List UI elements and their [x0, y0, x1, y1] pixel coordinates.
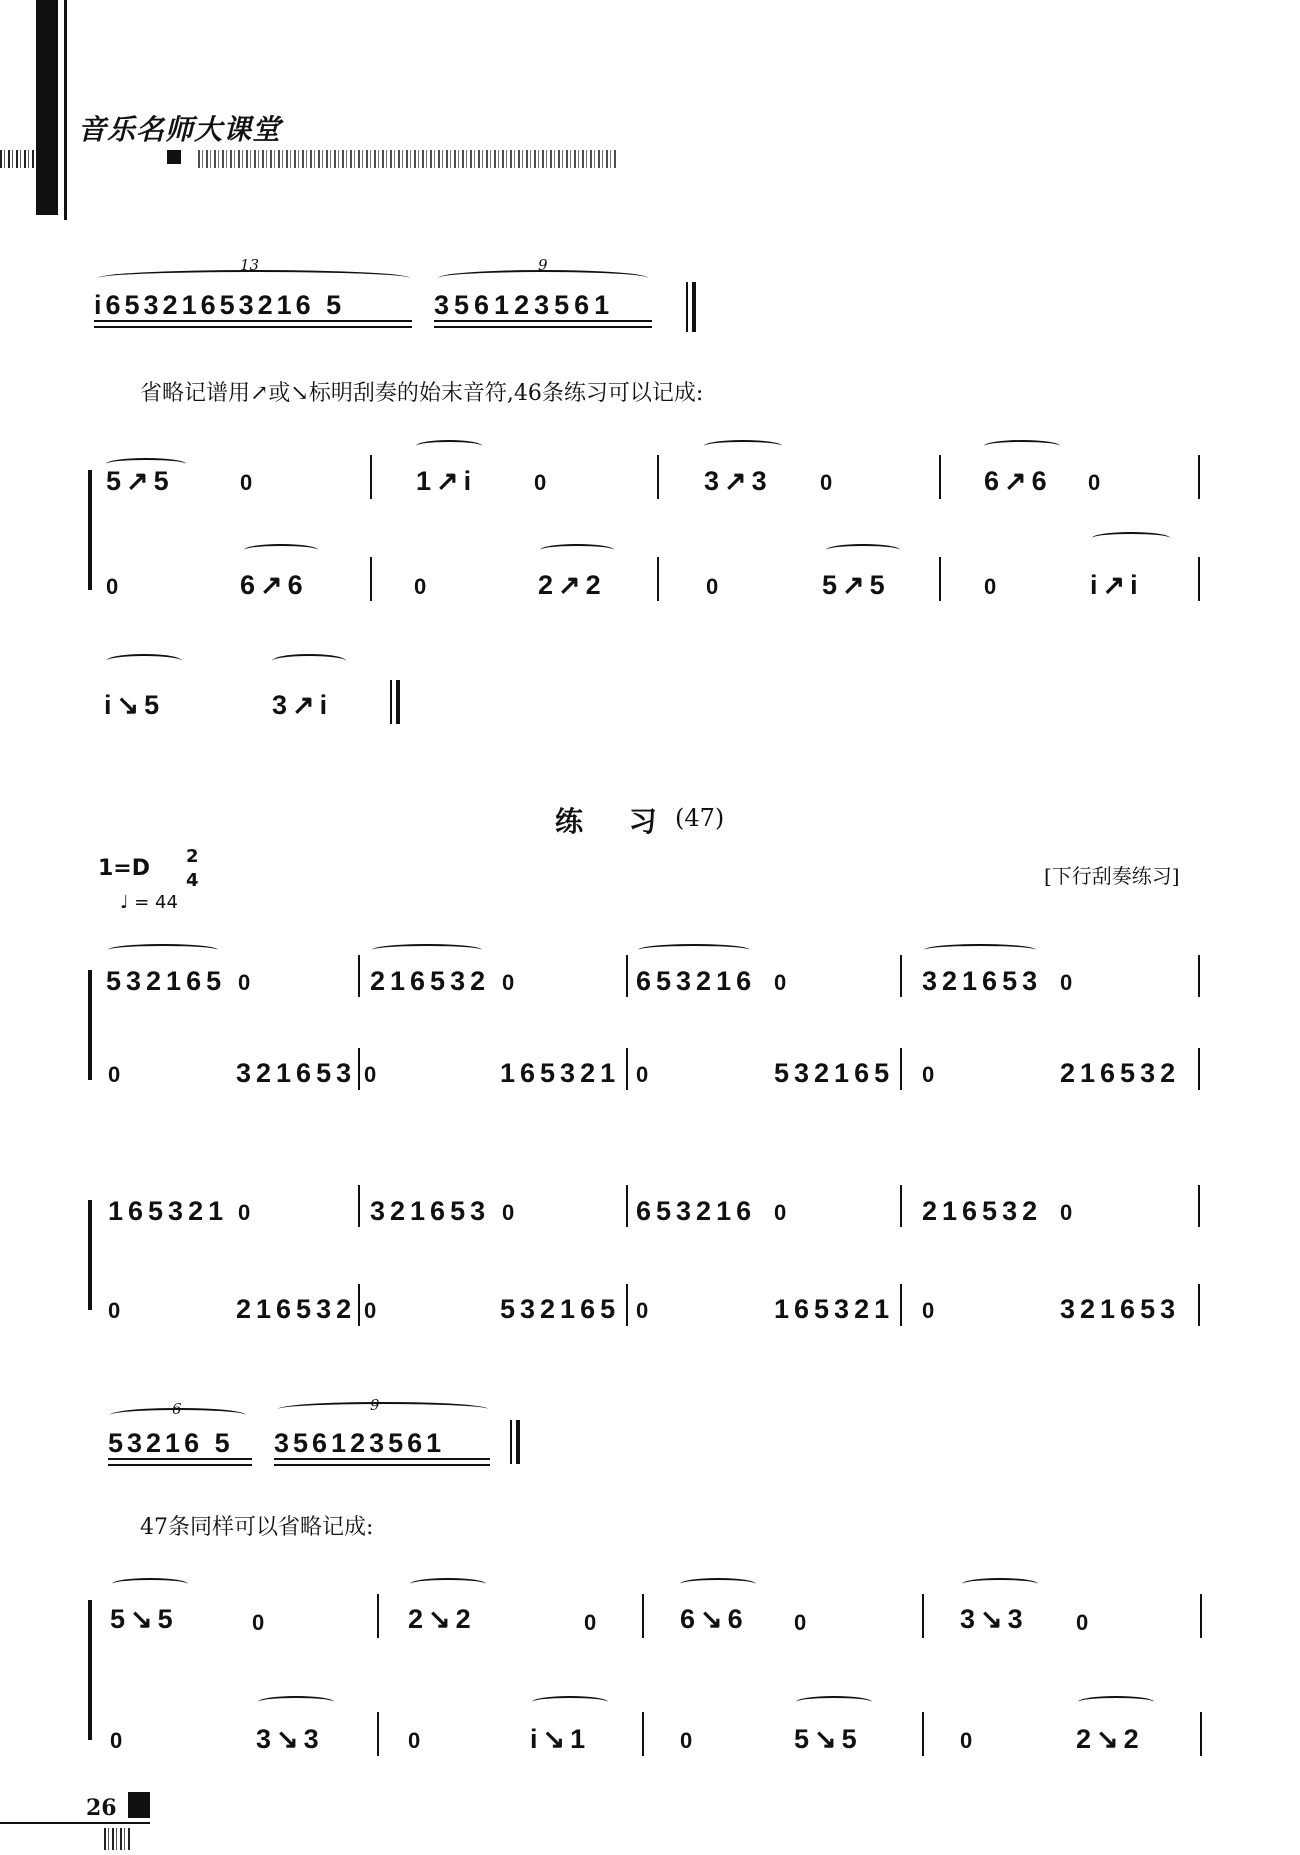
ex46-r2-m2: 2↗2	[538, 570, 606, 600]
ex47a-r1-m4: 3↘3	[960, 1604, 1028, 1634]
ex47a-slur4	[962, 1578, 1038, 1590]
exercise-number: (47)	[675, 804, 725, 832]
footer-noise	[104, 1828, 130, 1850]
time-bottom: 4	[186, 870, 199, 891]
ex47-s2-bar2	[626, 1185, 628, 1227]
ex46-slur9	[106, 654, 182, 668]
ex46-r1-m4: 6↗6	[984, 466, 1052, 496]
ex46-slur10	[272, 654, 346, 668]
ex46-brace	[88, 470, 92, 590]
ex47-s3-slur1	[110, 1408, 246, 1422]
ex47-s3-ul4	[274, 1464, 490, 1466]
ex47a-slur7	[796, 1696, 872, 1708]
ex47-s1-bot-3: 0	[364, 1062, 377, 1087]
ex47-s1-top-1: 532165	[106, 966, 227, 996]
ex47-s1-slur3	[638, 944, 750, 956]
ex46-slur2	[416, 440, 482, 452]
tempo-marking: ♩ = 44	[120, 892, 178, 913]
ex46-r1-m2: 1↗i	[416, 466, 477, 496]
slur-9	[438, 270, 648, 286]
ex47-s2-bot-6: 165321	[774, 1294, 895, 1324]
ex47-s3-m2: 356123561	[274, 1428, 446, 1458]
ex47-s1-slur4	[924, 944, 1036, 956]
ex47-s2-bar4	[1198, 1185, 1200, 1227]
ex47a-r1-r2: 0	[584, 1610, 597, 1635]
ex47-s2-bar1	[358, 1185, 360, 1227]
ex47-s1-bot-2: 321653	[236, 1058, 357, 1088]
ex47-s1-slur1	[108, 944, 218, 956]
ex46-r3-m1: i↘5	[104, 690, 165, 720]
ex47a-r1-r1: 0	[252, 1610, 265, 1635]
top-notes-a: i65321653216 5	[94, 290, 346, 320]
ex47a-bar2	[642, 1594, 644, 1638]
ex47a-r2-m1: 3↘3	[256, 1724, 324, 1754]
ex47-s1-bar8	[1198, 1048, 1200, 1090]
ex47-s1-bar1	[358, 955, 360, 997]
ex47-s2-bot-3: 0	[364, 1298, 377, 1323]
ex47-s1-top-5: 653216	[636, 966, 757, 996]
ex47-s2-top-4: 0	[502, 1200, 515, 1225]
ex47a-r1-m1: 5↘5	[110, 1604, 178, 1634]
ex47a-brace	[88, 1600, 92, 1740]
ex47-s1-bot-8: 216532	[1060, 1058, 1181, 1088]
ex47-end-thin	[510, 1420, 512, 1464]
ex47a-r2-r3: 0	[680, 1728, 693, 1753]
ex47-s1-bot-7: 0	[922, 1062, 935, 1087]
ex47-s2-bot-1: 0	[108, 1298, 121, 1323]
header-noise-band	[198, 150, 618, 168]
ex47-s1-top-6: 0	[774, 970, 787, 995]
ex47a-r2-m2: i↘1	[530, 1724, 591, 1754]
tuplet-9: 9	[538, 256, 548, 274]
exercise-tag: [下行刮奏练习]	[1044, 864, 1180, 888]
footer-line	[0, 1822, 150, 1824]
ex46-bar8	[1198, 557, 1200, 601]
ex47a-r2-m4: 2↘2	[1076, 1724, 1144, 1754]
ex46-slur3	[704, 440, 782, 452]
ex47-s1-brace	[88, 970, 92, 1080]
ex46-bar6	[657, 557, 659, 601]
ex47-end-thick	[516, 1420, 520, 1464]
ex46-slur1	[106, 458, 186, 470]
ex47a-r1-m3: 6↘6	[680, 1604, 748, 1634]
ex46-r3-m2: 3↗i	[272, 690, 333, 720]
ex47-s2-top-6: 0	[774, 1200, 787, 1225]
ex47-s1-slur2	[372, 944, 482, 956]
exercise-title: 练 习	[555, 805, 675, 838]
ex47a-bar4	[1200, 1594, 1202, 1638]
ex47-s1-bar3	[900, 955, 902, 997]
ex46-r2-r4: 0	[984, 574, 997, 599]
ex47-s1-bot-4: 165321	[500, 1058, 621, 1088]
ex47-s2-top-3: 321653	[370, 1196, 491, 1226]
tuplet-13: 13	[240, 256, 260, 274]
ex47-s1-top-4: 0	[502, 970, 515, 995]
top-underline-b2	[434, 326, 652, 328]
ex47-s1-bar4	[1198, 955, 1200, 997]
ex47-s1-bar5	[358, 1048, 360, 1090]
ex47a-bar1	[377, 1594, 379, 1638]
ex47a-r2-r2: 0	[408, 1728, 421, 1753]
ex47-s1-bot-1: 0	[108, 1062, 121, 1087]
ex47a-r2-r4: 0	[960, 1728, 973, 1753]
ex47a-r1-m2: 2↘2	[408, 1604, 476, 1634]
ex47-s1-top-2: 0	[238, 970, 251, 995]
ex47-s1-top-8: 0	[1060, 970, 1073, 995]
ex47-s3-ul2	[108, 1464, 252, 1466]
ex46-r2-r2: 0	[414, 574, 427, 599]
header-noise-left	[0, 150, 36, 168]
ex46-bar1	[370, 455, 372, 499]
ex46-r1-m3: 3↗3	[704, 466, 772, 496]
ex46-slur4	[984, 440, 1060, 452]
ex47-s3-ul1	[108, 1458, 252, 1460]
ex46-r1-m1: 5↗5	[106, 466, 174, 496]
ex47a-r1-r4: 0	[1076, 1610, 1089, 1635]
ex47-s1-bar6	[626, 1048, 628, 1090]
ex47-s2-bot-4: 532165	[500, 1294, 621, 1324]
slur-13	[98, 270, 410, 286]
ex46-bar5	[370, 557, 372, 601]
ex47-s3-slur2	[278, 1402, 488, 1416]
header-square	[167, 150, 181, 164]
ex47a-slur6	[532, 1696, 608, 1708]
ex47-s2-top-1: 165321	[108, 1196, 229, 1226]
ex47-s1-top-7: 321653	[922, 966, 1043, 996]
top-underline-b1	[434, 320, 652, 322]
ex47a-slur1	[112, 1578, 188, 1590]
ex47a-slur3	[680, 1578, 756, 1590]
header-left-thin-bar	[64, 0, 67, 220]
ex47-s1-bot-5: 0	[636, 1062, 649, 1087]
ex46-slur5	[244, 544, 318, 556]
ex46-end-thin	[390, 680, 392, 724]
ex46-r1-r1: 0	[240, 470, 253, 495]
ex47a-r1-r3: 0	[794, 1610, 807, 1635]
ex46-r1-r2: 0	[534, 470, 547, 495]
ex46-slur8	[1092, 532, 1170, 544]
ex46-r1-r3: 0	[820, 470, 833, 495]
ex46-bar7	[939, 557, 941, 601]
top-double-bar-thick	[692, 282, 696, 332]
ex47-s3-tuplet-9: 9	[370, 1396, 380, 1414]
ex47a-bar8	[1200, 1712, 1202, 1756]
ex46-slur6	[540, 544, 614, 556]
top-double-bar-thin	[686, 282, 688, 332]
ex46-bar2	[657, 455, 659, 499]
series-title: 音乐名师大课堂	[78, 113, 282, 146]
ex47-s1-bar2	[626, 955, 628, 997]
footer-square	[128, 1792, 150, 1818]
ex46-r2-m4: i↗i	[1090, 570, 1143, 600]
ex46-r2-r1: 0	[106, 574, 119, 599]
time-top: 2	[186, 846, 199, 867]
ex47-s3-tuplet-6: 6	[172, 1400, 182, 1418]
header-left-bar	[36, 0, 58, 215]
ex47-s2-top-5: 653216	[636, 1196, 757, 1226]
ex47-s2-bar6	[626, 1284, 628, 1326]
ex47-s2-bot-8: 321653	[1060, 1294, 1181, 1324]
abbrev-text-46: 省略记谱用↗或↘标明刮奏的始末音符,46条练习可以记成:	[140, 381, 704, 406]
ex47-s1-top-3: 216532	[370, 966, 491, 996]
ex46-bar4	[1198, 455, 1200, 499]
ex47-s2-top-7: 216532	[922, 1196, 1043, 1226]
ex46-slur7	[826, 544, 900, 556]
ex47a-bar3	[922, 1594, 924, 1638]
ex47a-bar7	[922, 1712, 924, 1756]
ex46-end-thick	[396, 680, 400, 724]
top-notes-b: 356123561	[434, 290, 615, 320]
top-underline-a1	[94, 320, 412, 322]
ex47-s2-bar3	[900, 1185, 902, 1227]
ex47-s2-top-2: 0	[238, 1200, 251, 1225]
top-underline-a2	[94, 326, 412, 328]
ex46-r2-m1: 6↗6	[240, 570, 308, 600]
ex47a-r2-m3: 5↘5	[794, 1724, 862, 1754]
ex47a-bar6	[642, 1712, 644, 1756]
ex47-s2-bar8	[1198, 1284, 1200, 1326]
ex47-s2-bar7	[900, 1284, 902, 1326]
ex47a-slur2	[410, 1578, 486, 1590]
ex46-bar3	[939, 455, 941, 499]
ex46-r2-m3: 5↗5	[822, 570, 890, 600]
ex47a-slur8	[1078, 1696, 1154, 1708]
page-number: 26	[86, 1795, 117, 1821]
ex47-s2-bar5	[358, 1284, 360, 1326]
ex46-r1-r4: 0	[1088, 470, 1101, 495]
ex47-s3-m1: 53216 5	[108, 1428, 234, 1458]
ex46-r2-r3: 0	[706, 574, 719, 599]
ex47-s2-bot-2: 216532	[236, 1294, 357, 1324]
ex47-s2-bot-5: 0	[636, 1298, 649, 1323]
abbrev-text-47: 47条同样可以省略记成:	[140, 1515, 374, 1540]
ex47-s2-brace	[88, 1200, 92, 1310]
ex47-s1-bar7	[900, 1048, 902, 1090]
ex47-s2-top-8: 0	[1060, 1200, 1073, 1225]
ex47a-bar5	[377, 1712, 379, 1756]
ex47-s2-bot-7: 0	[922, 1298, 935, 1323]
ex47-s1-bot-6: 532165	[774, 1058, 895, 1088]
ex47a-slur5	[258, 1696, 334, 1708]
ex47-s3-ul3	[274, 1458, 490, 1460]
ex47a-r2-r1: 0	[110, 1728, 123, 1753]
key-signature: 1=D	[98, 856, 151, 881]
